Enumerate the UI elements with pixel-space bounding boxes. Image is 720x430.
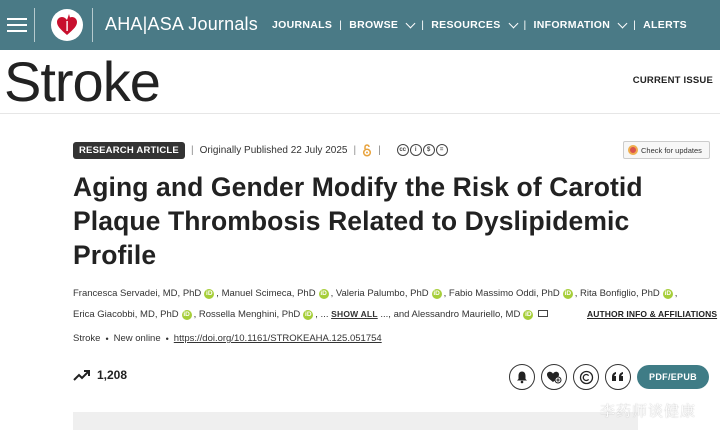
- orcid-icon[interactable]: iD: [305, 311, 312, 318]
- journal-logo-text[interactable]: Stroke: [4, 50, 160, 113]
- metric-count: 1,208: [97, 368, 128, 382]
- current-issue-link[interactable]: CURRENT ISSUE: [632, 75, 713, 86]
- aha-heart-torch-logo[interactable]: [50, 8, 84, 42]
- orcid-icon[interactable]: iD: [183, 311, 190, 318]
- author-line-1: Francesca Servadei, MD, PhD iD , Manuel Scimeca, PhD iD , Valeria Palumbo, PhD iD , Fabio Massimo Oddi, PhD iD , Rita Bonfiglio, PhD iD ,: [73, 288, 678, 299]
- orcid-icon[interactable]: iD: [564, 290, 572, 297]
- bullet-separator: •: [105, 333, 109, 344]
- top-navigation-bar: [0, 0, 720, 50]
- trending-up-icon: [73, 368, 91, 382]
- article-meta-row: [73, 142, 448, 158]
- nav-resources-label: RESOURCES: [431, 19, 501, 31]
- citation-row: [73, 333, 382, 344]
- bell-icon: [515, 370, 529, 384]
- chevron-down-icon: [618, 19, 628, 29]
- creative-commons-license[interactable]: [397, 144, 448, 156]
- ellipsis: ...: [320, 309, 329, 320]
- content-strip: [73, 412, 638, 430]
- nav-resources[interactable]: [431, 19, 516, 31]
- noderivatives-icon: =: [436, 144, 448, 156]
- orcid-icon[interactable]: iD: [206, 290, 213, 297]
- cc-icon: cc: [397, 144, 409, 156]
- author-name[interactable]: Fabio Massimo Oddi, PhD: [448, 288, 560, 299]
- meta-separator: |: [190, 144, 194, 156]
- article-title: Aging and Gender Modify the Risk of Carotid Plaque Thrombosis Related to Dyslipidemic Profile: [73, 172, 643, 270]
- nav-journals[interactable]: [272, 19, 332, 31]
- orcid-icon[interactable]: iD: [525, 311, 532, 318]
- nav-separator: |: [523, 19, 527, 31]
- issue-status: New online: [113, 333, 161, 344]
- meta-separator: |: [378, 144, 381, 156]
- author-name[interactable]: Francesca Servadei, MD, PhD: [73, 288, 202, 299]
- author-name[interactable]: Rita Bonfiglio, PhD: [580, 288, 660, 299]
- alert-bell-button[interactable]: [509, 364, 535, 390]
- add-favorite-button[interactable]: [541, 364, 567, 390]
- bullet-separator: •: [165, 333, 169, 344]
- author-name[interactable]: Valeria Palumbo, PhD: [335, 288, 429, 299]
- show-all-authors-button[interactable]: SHOW ALL: [331, 309, 378, 319]
- noncommercial-icon: $: [423, 144, 435, 156]
- nav-information-label: INFORMATION: [533, 19, 611, 31]
- orcid-icon[interactable]: iD: [664, 290, 672, 297]
- nav-information[interactable]: [534, 19, 627, 31]
- chevron-down-icon: [406, 19, 416, 29]
- orcid-icon[interactable]: iD: [320, 290, 327, 297]
- quote-icon: [611, 371, 625, 383]
- chevron-down-icon: [508, 19, 518, 29]
- check-updates-label: Check for updates: [641, 145, 702, 155]
- journal-reference[interactable]: Stroke: [73, 333, 101, 344]
- copyright-icon: [579, 370, 594, 385]
- orcid-icon[interactable]: iD: [433, 290, 440, 297]
- article-metrics[interactable]: [73, 368, 127, 382]
- pdf-epub-button[interactable]: PDF/EPUB: [637, 365, 709, 389]
- nav-journals-label: JOURNALS: [272, 19, 333, 31]
- nav-alerts-label: ALERTS: [643, 19, 687, 31]
- brand-name[interactable]: AHA|ASA Journals: [105, 14, 258, 34]
- author-line-2: Erica Giacobbi, MD, PhD iD , Rossella Menghini, PhD iD , ... SHOW ALL ..., and Alessandro Mauriello, MD iD: [73, 304, 713, 325]
- attribution-icon: i: [410, 144, 422, 156]
- email-icon[interactable]: [538, 310, 548, 317]
- author-name[interactable]: Erica Giacobbi, MD, PhD: [73, 309, 179, 320]
- permissions-button[interactable]: [573, 364, 599, 390]
- meta-separator: |: [353, 144, 357, 156]
- doi-link[interactable]: https://doi.org/10.1161/STROKEAHA.125.051754: [173, 333, 382, 344]
- cite-button[interactable]: [605, 364, 631, 390]
- ellipsis: ...: [380, 309, 389, 320]
- nav-separator: |: [421, 19, 425, 31]
- author-info-affiliations-link[interactable]: AUTHOR INFO & AFFILIATIONS: [587, 309, 718, 319]
- nav-browse[interactable]: [349, 19, 414, 31]
- nav-browse-label: BROWSE: [349, 19, 399, 31]
- main-menu: [272, 0, 687, 50]
- author-name[interactable]: Rossella Menghini, PhD: [198, 309, 301, 320]
- author-name[interactable]: Manuel Scimeca, PhD: [221, 288, 316, 299]
- last-author[interactable]: , and Alessandro Mauriello, MD: [388, 309, 521, 320]
- nav-separator: |: [339, 19, 343, 31]
- nav-separator: |: [633, 19, 637, 31]
- watermark-text: 李药师谈健康: [600, 403, 697, 420]
- favorite-add-icon: [546, 370, 562, 384]
- hamburger-menu-icon[interactable]: [0, 0, 34, 50]
- nav-alerts[interactable]: [643, 19, 687, 31]
- open-access-icon: [362, 143, 372, 157]
- nav-divider: [92, 8, 93, 42]
- publication-date: Originally Published 22 July 2025: [199, 144, 348, 156]
- crossmark-icon: [628, 145, 638, 155]
- check-for-updates-button[interactable]: [623, 141, 710, 159]
- nav-divider: [34, 8, 35, 42]
- article-type-badge: RESEARCH ARTICLE: [73, 142, 185, 159]
- journal-header: [0, 50, 720, 114]
